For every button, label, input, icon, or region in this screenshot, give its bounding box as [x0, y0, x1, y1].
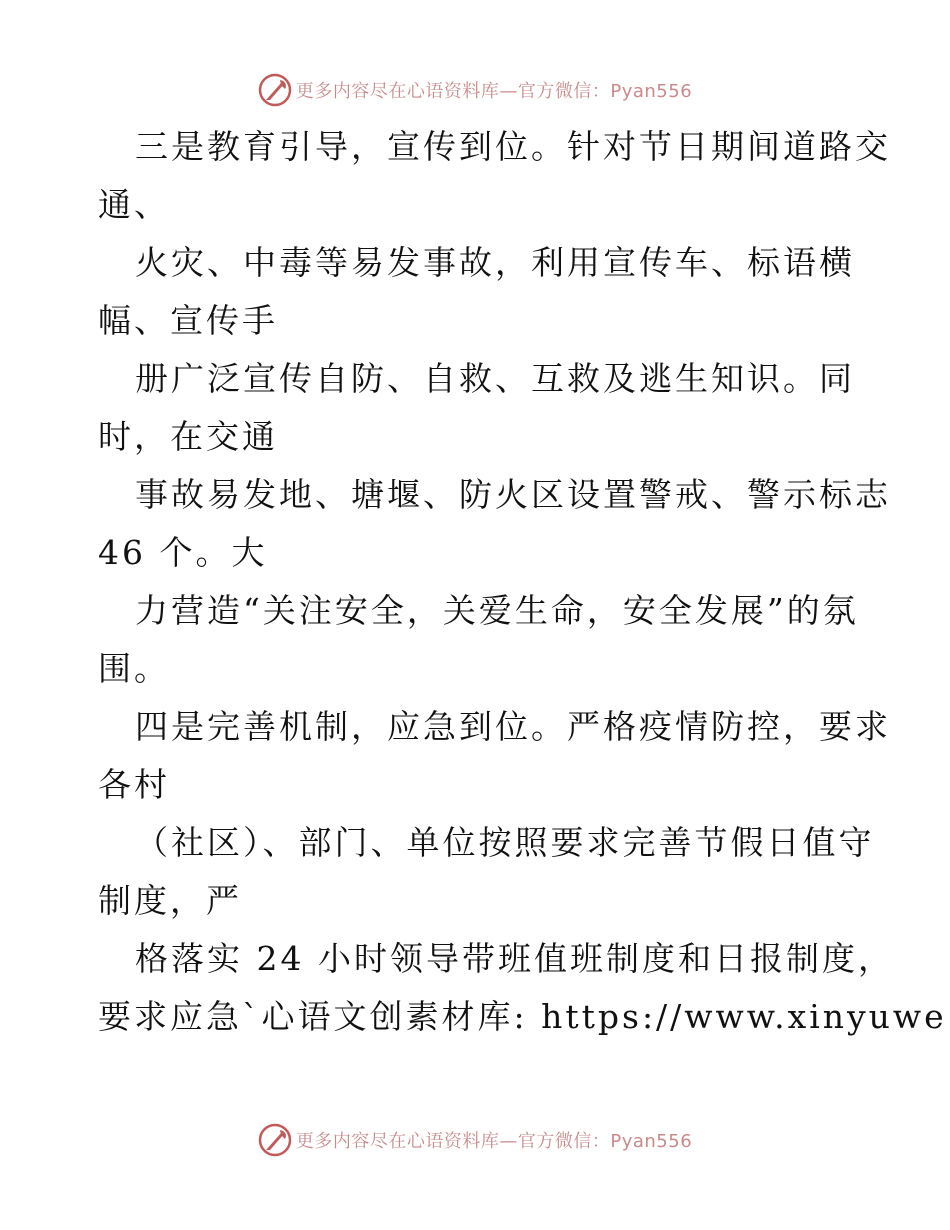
watermark-text: 更多内容尽在心语资料库—官方微信：Pyan556: [295, 1131, 693, 1152]
text-line: 事故易发地、塘堰、防火区设置警戒、警示标志: [135, 475, 891, 514]
quill-logo-icon: [258, 1123, 292, 1157]
text-line: 通、: [98, 185, 170, 224]
text-line: 围。: [98, 649, 170, 688]
text-line: 要求应急`心语文创素材库: https://www.xinyuwe: [98, 997, 947, 1036]
text-line: （社区）、部门、单位按照要求完善节假日值守: [135, 823, 875, 862]
text-line: 册广泛宣传自防、自救、互救及逃生知识。同: [135, 359, 855, 398]
document-body: [98, 118, 947, 1046]
text-line: 制度，严: [98, 881, 242, 920]
text-line: 各村: [98, 765, 170, 804]
text-line: 力营造“关注安全，关爱生命，安全发展”的氛: [135, 591, 859, 630]
text-line: 幅、宣传手: [98, 301, 278, 340]
text-line: 火灾、中毒等易发事故，利用宣传车、标语横: [135, 243, 855, 282]
text-line: 三是教育引导，宣传到位。针对节日期间道路交: [135, 127, 891, 166]
text-line: 格落实 24 小时领导带班值班制度和日报制度，: [135, 939, 894, 978]
quill-logo-icon: [258, 73, 292, 107]
watermark-text: 更多内容尽在心语资料库—官方微信：Pyan556: [295, 81, 693, 102]
text-line: 四是完善机制，应急到位。严格疫情防控，要求: [135, 707, 891, 746]
watermark-header: [0, 70, 950, 110]
text-line: 46 个。大: [98, 533, 268, 572]
text-line: 时，在交通: [98, 417, 278, 456]
watermark-footer: [0, 1120, 950, 1160]
